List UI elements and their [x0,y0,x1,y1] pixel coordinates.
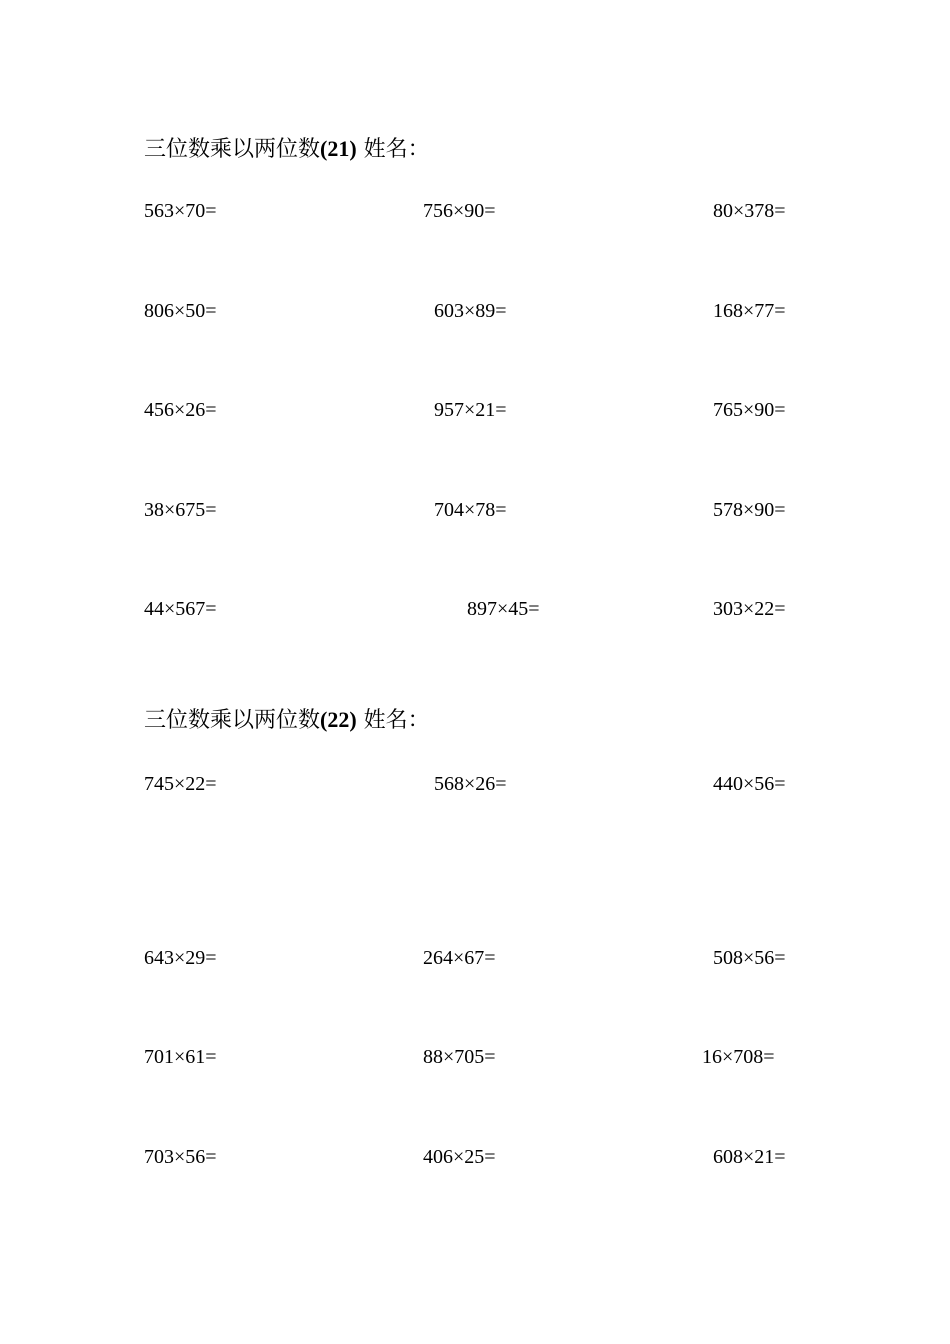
problem-1-4-2: 704×78= [434,499,507,521]
worksheet-2-title-prefix: 三位数乘以两位数 [144,708,321,733]
worksheet-2-title-number: (22) [320,707,357,732]
problem-1-5-2: 897×45= [467,598,540,620]
worksheet-1-title-prefix: 三位数乘以两位数 [144,137,321,162]
problem-1-1-3: 80×378= [713,200,786,222]
problem-2-1-1: 745×22= [144,773,217,795]
problem-1-3-2: 957×21= [434,399,507,421]
problem-2-3-1: 701×61= [144,1046,217,1068]
problem-2-3-3: 16×708= [702,1046,775,1068]
problem-2-2-2: 264×67= [423,947,496,969]
problem-1-2-3: 168×77= [713,300,786,322]
problem-1-5-1: 44×567= [144,598,217,620]
worksheet-2-name-label: 姓名： [356,708,430,733]
problem-1-1-1: 563×70= [144,200,217,222]
problem-1-3-3: 765×90= [713,399,786,421]
problem-2-4-1: 703×56= [144,1146,217,1168]
problem-1-5-3: 303×22= [713,598,786,620]
problem-1-2-1: 806×50= [144,300,217,322]
problem-1-3-1: 456×26= [144,399,217,421]
problem-2-4-3: 608×21= [713,1146,786,1168]
problem-1-4-1: 38×675= [144,499,217,521]
problem-2-3-2: 88×705= [423,1046,496,1068]
problem-2-1-3: 440×56= [713,773,786,795]
worksheet-1-name-label: 姓名： [356,137,430,162]
problem-2-2-3: 508×56= [713,947,786,969]
worksheet-1-title [144,136,430,163]
problem-2-2-1: 643×29= [144,947,217,969]
worksheet-2-title [144,707,430,734]
worksheet-1-title-number: (21) [320,136,357,161]
problem-1-1-2: 756×90= [423,200,496,222]
problem-2-1-2: 568×26= [434,773,507,795]
problem-1-2-2: 603×89= [434,300,507,322]
problem-2-4-2: 406×25= [423,1146,496,1168]
problem-1-4-3: 578×90= [713,499,786,521]
